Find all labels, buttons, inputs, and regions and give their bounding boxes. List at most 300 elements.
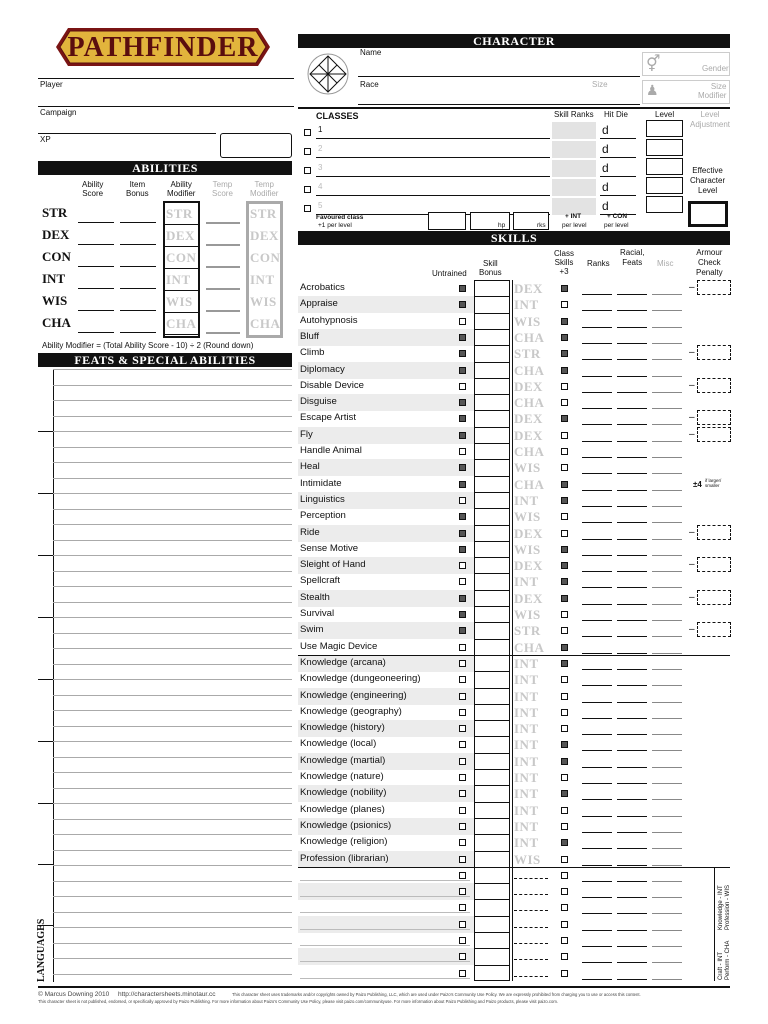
acp-box[interactable] — [697, 410, 731, 425]
racial-feats-line[interactable] — [617, 539, 647, 540]
ranks-line[interactable] — [582, 457, 612, 458]
misc-line[interactable] — [652, 457, 682, 458]
skill-blank-line[interactable] — [300, 978, 470, 979]
class-skill-checkbox[interactable] — [561, 676, 568, 683]
misc-line[interactable] — [652, 653, 682, 654]
misc-line[interactable] — [652, 376, 682, 377]
class-skill-checkbox[interactable] — [561, 301, 568, 308]
class-level-box[interactable] — [646, 120, 683, 137]
feat-line[interactable] — [53, 524, 292, 525]
class-skill-checkbox[interactable] — [561, 758, 568, 765]
ability-dex: DEX — [42, 227, 70, 242]
class-skill-checkbox[interactable] — [561, 774, 568, 781]
misc-line[interactable] — [652, 848, 682, 849]
class-skill-checkbox[interactable] — [561, 937, 568, 944]
skill-blank-line[interactable] — [300, 945, 470, 946]
class-row-checkbox[interactable] — [304, 186, 311, 193]
racial-feats-line[interactable] — [617, 767, 647, 768]
misc-line[interactable] — [652, 604, 682, 605]
class-skill-checkbox[interactable] — [561, 807, 568, 814]
feat-line[interactable] — [53, 741, 292, 742]
misc-line[interactable] — [652, 702, 682, 703]
ranks-line[interactable] — [582, 816, 612, 817]
class-skill-checkbox[interactable] — [561, 497, 568, 504]
ranks-line[interactable] — [582, 359, 612, 360]
item-bonus-line[interactable] — [120, 266, 156, 267]
racial-feats-line[interactable] — [617, 865, 647, 866]
skill-blank-line[interactable] — [300, 929, 470, 930]
racial-feats-line[interactable] — [617, 571, 647, 572]
class-skill-checkbox[interactable] — [561, 285, 568, 292]
ability-score-line[interactable] — [78, 332, 114, 333]
ranks-line[interactable] — [582, 604, 612, 605]
ranks-line[interactable] — [582, 441, 612, 442]
racial-feats-line[interactable] — [617, 734, 647, 735]
feat-line[interactable] — [53, 881, 292, 882]
feat-line[interactable] — [53, 679, 292, 680]
class-level-box[interactable] — [646, 139, 683, 156]
ranks-line[interactable] — [582, 587, 612, 588]
racial-feats-line[interactable] — [617, 604, 647, 605]
class-row-checkbox[interactable] — [304, 148, 311, 155]
acp-dash: – — [689, 559, 695, 570]
misc-line[interactable] — [652, 913, 682, 914]
class-skill-checkbox[interactable] — [561, 432, 568, 439]
feat-line[interactable] — [53, 850, 292, 851]
col-racial-feats: Racial, Feats — [620, 248, 645, 267]
class-row-number: 4 — [318, 182, 323, 191]
skill-ability-ghost: DEX — [514, 591, 543, 606]
skill-ranks-cell[interactable] — [552, 122, 596, 139]
class-skill-checkbox[interactable] — [561, 611, 568, 618]
misc-line[interactable] — [652, 881, 682, 882]
class-skill-checkbox[interactable] — [561, 530, 568, 537]
ranks-line[interactable] — [582, 881, 612, 882]
racial-feats-line[interactable] — [617, 930, 647, 931]
racial-feats-line[interactable] — [617, 897, 647, 898]
misc-line[interactable] — [652, 865, 682, 866]
class-skill-checkbox[interactable] — [561, 660, 568, 667]
class-skill-checkbox[interactable] — [561, 790, 568, 797]
acp-box[interactable] — [697, 427, 731, 442]
skill-ability-ghost: DEX — [514, 558, 543, 573]
feat-line[interactable] — [53, 896, 292, 897]
misc-line[interactable] — [652, 310, 682, 311]
feat-line[interactable] — [53, 617, 292, 618]
feat-line[interactable] — [53, 385, 292, 386]
skill-blank-line[interactable] — [300, 961, 470, 962]
misc-line[interactable] — [652, 669, 682, 670]
misc-line[interactable] — [652, 620, 682, 621]
temp-score-line[interactable] — [206, 266, 240, 268]
class-skill-checkbox[interactable] — [561, 627, 568, 634]
misc-line[interactable] — [652, 522, 682, 523]
ranks-line[interactable] — [582, 620, 612, 621]
ranks-line[interactable] — [582, 555, 612, 556]
untrained-marker — [459, 921, 466, 928]
racial-feats-line[interactable] — [617, 490, 647, 491]
class-skill-checkbox[interactable] — [561, 644, 568, 651]
item-bonus-line[interactable] — [120, 310, 156, 311]
skill-name: Climb — [300, 347, 325, 358]
misc-line[interactable] — [652, 962, 682, 963]
misc-line[interactable] — [652, 799, 682, 800]
ability-score-line[interactable] — [78, 222, 114, 223]
feat-line[interactable] — [53, 927, 292, 928]
ability-score-line[interactable] — [78, 244, 114, 245]
ranks-line[interactable] — [582, 848, 612, 849]
ability-score-line[interactable] — [78, 266, 114, 267]
class-row-checkbox[interactable] — [304, 167, 311, 174]
class-level-box[interactable] — [646, 196, 683, 213]
class-skill-checkbox[interactable] — [561, 546, 568, 553]
feat-line[interactable] — [53, 462, 292, 463]
racial-feats-line[interactable] — [617, 441, 647, 442]
racial-feats-line[interactable] — [617, 913, 647, 914]
class-skill-checkbox[interactable] — [561, 725, 568, 732]
misc-line[interactable] — [652, 767, 682, 768]
misc-line[interactable] — [652, 343, 682, 344]
class-row-checkbox[interactable] — [304, 129, 311, 136]
ranks-line[interactable] — [582, 506, 612, 507]
acp-box[interactable] — [697, 345, 731, 360]
class-level-box[interactable] — [646, 177, 683, 194]
ranks-line[interactable] — [582, 376, 612, 377]
skill-ability-ghost: INT — [514, 786, 539, 801]
ranks-line[interactable] — [582, 783, 612, 784]
ranks-line[interactable] — [582, 424, 612, 425]
untrained-marker — [459, 676, 466, 683]
racial-feats-line[interactable] — [617, 620, 647, 621]
misc-line[interactable] — [652, 587, 682, 588]
class-skill-checkbox[interactable] — [561, 921, 568, 928]
class-skill-checkbox[interactable] — [561, 481, 568, 488]
class-skill-checkbox[interactable] — [561, 350, 568, 357]
misc-line[interactable] — [652, 816, 682, 817]
class-skill-checkbox[interactable] — [561, 741, 568, 748]
class-skill-checkbox[interactable] — [561, 415, 568, 422]
ranks-line[interactable] — [582, 653, 612, 654]
ranks-line[interactable] — [582, 897, 612, 898]
item-bonus-line[interactable] — [120, 244, 156, 245]
feat-line[interactable] — [53, 803, 292, 804]
feat-line[interactable] — [53, 772, 292, 773]
misc-line[interactable] — [652, 473, 682, 474]
feat-line[interactable] — [53, 695, 292, 696]
misc-line[interactable] — [652, 718, 682, 719]
feat-line[interactable] — [53, 633, 292, 634]
feat-line[interactable] — [53, 757, 292, 758]
ranks-line[interactable] — [582, 702, 612, 703]
misc-line[interactable] — [652, 571, 682, 572]
player-label: Player — [40, 80, 63, 89]
feat-line[interactable] — [53, 400, 292, 401]
ranks-line[interactable] — [582, 930, 612, 931]
misc-line[interactable] — [652, 294, 682, 295]
footer-url[interactable]: http://charactersheets.minotaur.cc — [118, 991, 216, 998]
class-skill-checkbox[interactable] — [561, 367, 568, 374]
class-skill-checkbox[interactable] — [561, 334, 568, 341]
racial-feats-line[interactable] — [617, 310, 647, 311]
item-bonus-line[interactable] — [120, 332, 156, 333]
class-skill-checkbox[interactable] — [561, 562, 568, 569]
racial-feats-line[interactable] — [617, 424, 647, 425]
ranks-line[interactable] — [582, 571, 612, 572]
temp-score-line[interactable] — [206, 310, 240, 312]
class-skill-checkbox[interactable] — [561, 578, 568, 585]
skill-ranks-cell[interactable] — [552, 179, 596, 196]
feat-line[interactable] — [53, 493, 292, 494]
feat-line[interactable] — [53, 369, 292, 370]
class-skill-checkbox[interactable] — [561, 970, 568, 977]
racial-feats-line[interactable] — [617, 522, 647, 523]
racial-feats-line[interactable] — [617, 653, 647, 654]
feat-line[interactable] — [53, 571, 292, 572]
feat-line[interactable] — [53, 431, 292, 432]
feat-line[interactable] — [53, 834, 292, 835]
ranks-line[interactable] — [582, 865, 612, 866]
acp-dash: – — [689, 527, 695, 538]
class-skill-checkbox[interactable] — [561, 693, 568, 700]
ranks-line[interactable] — [582, 669, 612, 670]
abilities-header: ABILITIES — [38, 161, 292, 175]
ranks-line[interactable] — [582, 636, 612, 637]
racial-feats-line[interactable] — [617, 946, 647, 947]
misc-line[interactable] — [652, 734, 682, 735]
feat-line[interactable] — [53, 943, 292, 944]
feat-line[interactable] — [53, 664, 292, 665]
racial-feats-line[interactable] — [617, 848, 647, 849]
racial-feats-line[interactable] — [617, 392, 647, 393]
misc-line[interactable] — [652, 897, 682, 898]
feat-line[interactable] — [53, 555, 292, 556]
feat-line[interactable] — [53, 788, 292, 789]
feat-line[interactable] — [53, 416, 292, 417]
ranks-line[interactable] — [582, 473, 612, 474]
class-skill-checkbox[interactable] — [561, 448, 568, 455]
ranks-line[interactable] — [582, 310, 612, 311]
feat-line[interactable] — [53, 447, 292, 448]
ability-score-line[interactable] — [78, 288, 114, 289]
untrained-marker — [459, 758, 466, 765]
racial-feats-line[interactable] — [617, 343, 647, 344]
ranks-line[interactable] — [582, 685, 612, 686]
acp-box[interactable] — [697, 590, 731, 605]
ranks-line[interactable] — [582, 408, 612, 409]
temp-score-line[interactable] — [206, 332, 240, 334]
racial-feats-line[interactable] — [617, 718, 647, 719]
misc-line[interactable] — [652, 424, 682, 425]
ranks-line[interactable] — [582, 767, 612, 768]
misc-line[interactable] — [652, 359, 682, 360]
untrained-marker — [459, 627, 466, 634]
untrained-marker — [459, 562, 466, 569]
skill-blank-line[interactable] — [300, 912, 470, 913]
feat-line[interactable] — [53, 912, 292, 913]
racial-feats-line[interactable] — [617, 750, 647, 751]
misc-line[interactable] — [652, 783, 682, 784]
racial-feats-line[interactable] — [617, 587, 647, 588]
acp-box[interactable] — [697, 525, 731, 540]
ability-modifier-ghost: DEX — [166, 228, 195, 243]
misc-line[interactable] — [652, 750, 682, 751]
misc-line[interactable] — [652, 392, 682, 393]
class-skill-checkbox[interactable] — [561, 823, 568, 830]
ranks-line[interactable] — [582, 294, 612, 295]
skill-blank-line[interactable] — [300, 880, 470, 881]
feat-line[interactable] — [53, 648, 292, 649]
misc-line[interactable] — [652, 506, 682, 507]
item-bonus-line[interactable] — [120, 222, 156, 223]
racial-feats-line[interactable] — [617, 376, 647, 377]
skill-ranks-cell[interactable] — [552, 141, 596, 158]
misc-line[interactable] — [652, 408, 682, 409]
misc-line[interactable] — [652, 979, 682, 980]
ranks-line[interactable] — [582, 327, 612, 328]
ranks-line[interactable] — [582, 799, 612, 800]
class-skill-checkbox[interactable] — [561, 856, 568, 863]
class-skill-checkbox[interactable] — [561, 595, 568, 602]
xp-box[interactable] — [220, 133, 292, 158]
racial-feats-line[interactable] — [617, 783, 647, 784]
misc-line[interactable] — [652, 930, 682, 931]
class-skill-checkbox[interactable] — [561, 464, 568, 471]
misc-line[interactable] — [652, 555, 682, 556]
class-skill-checkbox[interactable] — [561, 953, 568, 960]
class-skill-checkbox[interactable] — [561, 888, 568, 895]
untrained-marker — [459, 872, 466, 879]
racial-feats-line[interactable] — [617, 669, 647, 670]
xp-label: XP — [40, 135, 51, 144]
feat-line[interactable] — [53, 958, 292, 959]
temp-modifier-ghost: CON — [250, 250, 281, 265]
size-icon: ♟ — [646, 82, 659, 98]
class-row-number: 5 — [318, 201, 323, 210]
skill-ability-ghost: INT — [514, 721, 539, 736]
racial-feats-line[interactable] — [617, 294, 647, 295]
hit-die-d: d — [602, 180, 609, 194]
ranks-line[interactable] — [582, 718, 612, 719]
temp-modifier-ghost: DEX — [250, 228, 279, 243]
racial-feats-line[interactable] — [617, 555, 647, 556]
class-skill-checkbox[interactable] — [561, 513, 568, 520]
class-skill-checkbox[interactable] — [561, 839, 568, 846]
fav-box-1[interactable] — [428, 212, 466, 230]
acp-dash: – — [689, 429, 695, 440]
untrained-marker — [459, 888, 466, 895]
skill-ranks-cell[interactable] — [552, 160, 596, 177]
feat-line[interactable] — [53, 540, 292, 541]
misc-line[interactable] — [652, 636, 682, 637]
ranks-line[interactable] — [582, 734, 612, 735]
class-skill-checkbox[interactable] — [561, 383, 568, 390]
racial-feats-line[interactable] — [617, 799, 647, 800]
feat-line[interactable] — [53, 865, 292, 866]
temp-score-line[interactable] — [206, 222, 240, 224]
ranks-line[interactable] — [582, 392, 612, 393]
misc-line[interactable] — [652, 946, 682, 947]
class-skill-checkbox[interactable] — [561, 709, 568, 716]
ranks-line[interactable] — [582, 490, 612, 491]
temp-modifier-ghost: STR — [250, 206, 277, 221]
acp-box[interactable] — [697, 378, 731, 393]
racial-feats-line[interactable] — [617, 881, 647, 882]
item-bonus-line[interactable] — [120, 288, 156, 289]
acp-box[interactable] — [697, 622, 731, 637]
racial-feats-line[interactable] — [617, 408, 647, 409]
racial-feats-line[interactable] — [617, 473, 647, 474]
misc-line[interactable] — [652, 490, 682, 491]
class-skill-checkbox[interactable] — [561, 399, 568, 406]
untrained-marker — [459, 415, 466, 422]
racial-feats-line[interactable] — [617, 685, 647, 686]
racial-feats-line[interactable] — [617, 457, 647, 458]
racial-feats-line[interactable] — [617, 359, 647, 360]
untrained-marker — [459, 709, 466, 716]
untrained-marker — [459, 725, 466, 732]
class-level-box[interactable] — [646, 158, 683, 175]
feat-line[interactable] — [53, 509, 292, 510]
class-skill-checkbox[interactable] — [561, 872, 568, 879]
skill-ability-ghost: WIS — [514, 542, 541, 557]
ranks-line[interactable] — [582, 539, 612, 540]
misc-line[interactable] — [652, 327, 682, 328]
ranks-line[interactable] — [582, 913, 612, 914]
ranks-line[interactable] — [582, 343, 612, 344]
feat-line[interactable] — [53, 478, 292, 479]
ranks-line[interactable] — [582, 832, 612, 833]
racial-feats-line[interactable] — [617, 979, 647, 980]
untrained-marker — [459, 611, 466, 618]
skill-name: Knowledge (martial) — [300, 755, 386, 766]
misc-line[interactable] — [652, 441, 682, 442]
racial-feats-line[interactable] — [617, 962, 647, 963]
acp-box[interactable] — [697, 280, 731, 295]
ranks-line[interactable] — [582, 946, 612, 947]
acp-box[interactable] — [697, 557, 731, 572]
feat-line[interactable] — [53, 710, 292, 711]
racial-feats-line[interactable] — [617, 506, 647, 507]
ranks-line[interactable] — [582, 979, 612, 980]
class-skill-checkbox[interactable] — [561, 318, 568, 325]
racial-feats-line[interactable] — [617, 636, 647, 637]
feat-line[interactable] — [53, 602, 292, 603]
ability-score-line[interactable] — [78, 310, 114, 311]
racial-feats-line[interactable] — [617, 816, 647, 817]
skill-blank-line[interactable] — [300, 896, 470, 897]
temp-score-line[interactable] — [206, 244, 240, 246]
class-row-checkbox[interactable] — [304, 205, 311, 212]
class-skill-checkbox[interactable] — [561, 904, 568, 911]
racial-feats-line[interactable] — [617, 327, 647, 328]
racial-feats-line[interactable] — [617, 832, 647, 833]
ranks-line[interactable] — [582, 522, 612, 523]
feat-line[interactable] — [53, 974, 292, 975]
misc-line[interactable] — [652, 685, 682, 686]
feat-line[interactable] — [53, 726, 292, 727]
racial-feats-line[interactable] — [617, 702, 647, 703]
feat-line[interactable] — [53, 586, 292, 587]
acp-dash: – — [689, 624, 695, 635]
ranks-line[interactable] — [582, 962, 612, 963]
ranks-line[interactable] — [582, 750, 612, 751]
misc-line[interactable] — [652, 539, 682, 540]
temp-score-line[interactable] — [206, 288, 240, 290]
col-temp-modifier: Temp Modifier — [250, 180, 279, 198]
misc-line[interactable] — [652, 832, 682, 833]
effective-level-box[interactable] — [688, 201, 728, 227]
feat-line[interactable] — [53, 819, 292, 820]
